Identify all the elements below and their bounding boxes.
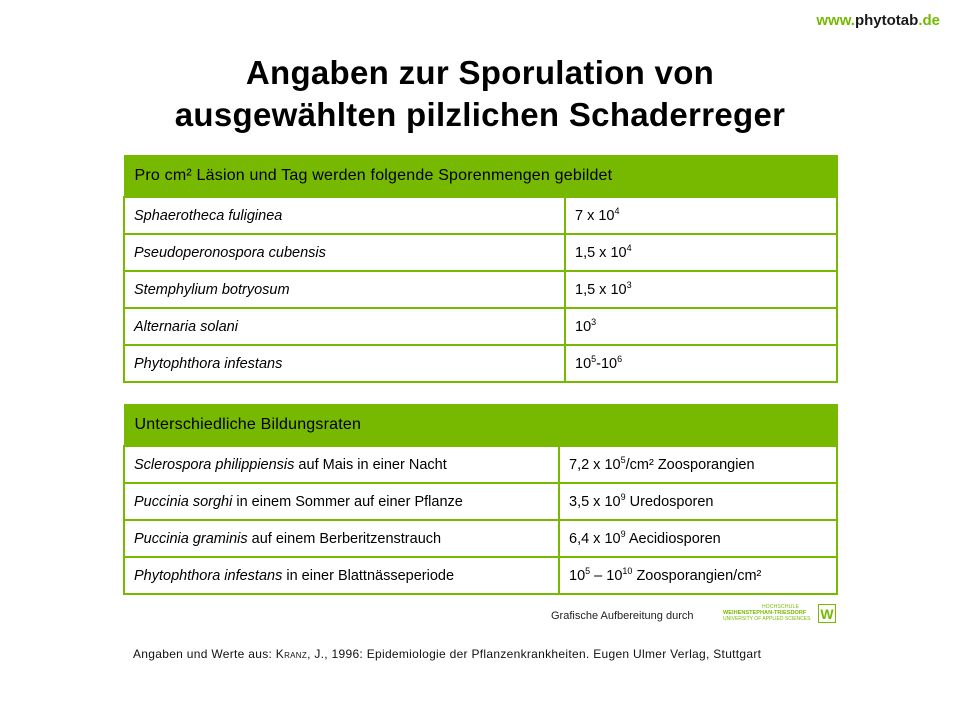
table-row — [124, 446, 837, 483]
table-row — [124, 197, 837, 234]
university-logo[interactable] — [720, 604, 838, 624]
formation-rate-table — [123, 404, 838, 595]
credit-text: Grafische Aufbereitung durch — [551, 610, 694, 622]
table-header: Pro cm² Läsion und Tag werden folgende Sporenmengen gebildet — [124, 156, 837, 198]
species-cell: Pseudoperonospora cubensis — [124, 234, 565, 271]
species-cell: Phytophthora infestans in einer Blattnässeperiode — [124, 557, 559, 594]
value-cell: 3,5 x $10^9$ Uredosporen — [559, 483, 837, 520]
species-cell: Stemphylium botryosum — [124, 271, 565, 308]
brand-name: phytotab — [854, 12, 919, 29]
table-row — [124, 483, 837, 520]
page-title — [0, 52, 960, 136]
brand-url[interactable] — [816, 12, 940, 29]
logo-line-1: HOCHSCHULE — [762, 604, 800, 610]
species-cell: Sclerospora philippiensis auf Mais in einer Nacht — [124, 446, 559, 483]
value-cell: 1,5 x $10^4$ — [565, 234, 837, 271]
species-cell: Phytophthora infestans — [124, 345, 565, 382]
value-cell: 7,2 x $10^5$/cm² Zoosporangien — [559, 446, 837, 483]
title-line-2: ausgewählten pilzlichen Schaderreger — [174, 96, 786, 133]
table-row — [124, 271, 837, 308]
value-cell: $10^5 - 10^{10}$ Zoosporangien/cm² — [559, 557, 837, 594]
table-row — [124, 345, 837, 382]
species-cell: Sphaerotheca fuliginea — [124, 197, 565, 234]
value-cell: 1,5 x $10^3$ — [565, 271, 837, 308]
logo-mark-icon: W — [818, 604, 836, 623]
species-cell: Alternaria solani — [124, 308, 565, 345]
value-cell: 6,4 x $10^9$ Aecidiosporen — [559, 520, 837, 557]
brand-tld: .de — [918, 12, 940, 29]
logo-line-2: WEIHENSTEPHAN-TRIESDORF — [723, 610, 807, 616]
species-cell: Puccinia sorghi in einem Sommer auf einer Pflanze — [124, 483, 559, 520]
species-cell: Puccinia graminis auf einem Berberitzenstrauch — [124, 520, 559, 557]
value-cell: $10^5-10^6$ — [565, 345, 837, 382]
table-header-row — [124, 156, 837, 198]
value-cell: $10^3$ — [565, 308, 837, 345]
value-cell: 7 x $10^4$ — [565, 197, 837, 234]
logo-line-3: UNIVERSITY OF APPLIED SCIENCES — [723, 616, 811, 622]
sporulation-table — [123, 155, 838, 383]
table-row — [124, 520, 837, 557]
table-header-row — [124, 405, 837, 447]
table-header: Unterschiedliche Bildungsraten — [124, 405, 837, 447]
title-line-1: Angaben zur Sporulation von — [245, 54, 715, 91]
table-row — [124, 308, 837, 345]
table-row — [124, 557, 837, 594]
source-citation: Angaben und Werte aus: Kranz, J., 1996: Epidemiologie der Pflanzenkrankheiten. Eugen Ulmer Verlag, Stuttgart — [133, 647, 762, 661]
brand-www: www. — [816, 12, 855, 29]
table-row — [124, 234, 837, 271]
